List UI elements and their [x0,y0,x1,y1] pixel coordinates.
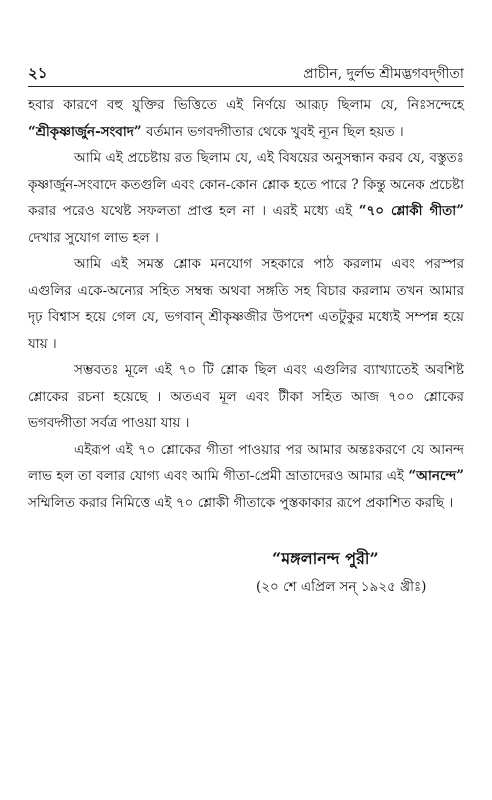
body-text [28,92,464,516]
paragraph-5-text-b: সম্মিলিত করার নিমিত্তে এই ৭০ শ্লোকী গীতাকে পুস্তকাকার রূপে প্রকাশিত করছি । [28,494,454,511]
header-rule [28,86,464,87]
quoted-word-anande: “আনন্দে” [408,468,464,484]
paragraph-2 [28,145,464,251]
paragraph-5-text-a: এইরূপ এই ৭০ শ্লোকের গীতা পাওয়ার পর আমার অন্তঃকরণে যে আনন্দ লাভ হল তা বলার যোগ্য এবং আমি গীতা-প্রেমী ভ্রাতাদেরও আমার এই [28,441,464,484]
quoted-title-70-shloki-gita: “৭০ শ্লোকী গীতা” [358,203,464,219]
page-header [28,62,464,86]
signature-date: (২০ শে এপ্রিল সন্ ১৯২৫ খ্রীঃ) [256,579,427,595]
paragraph-4: সম্ভবতঃ মূলে এই ৭০ টি শ্লোক ছিল এবং এগুলির ব্যাখ্যাতেই অবশিষ্ট শ্লোকের রচনা হয়েছে । অতএব মূল এবং টীকা সহিত আজ ৭০০ শ্লোকের ভগবদ্গীতা সর্বত্র পাওয়া যায় । [28,362,464,431]
paragraph-1-text-a: হবার কারণে বহু যুক্তির ভিত্তিতে এই নির্ণয়ে আরূঢ় ছিলাম যে, নিঃসন্দেহে [28,97,464,113]
paragraph-1-text-b: বর্তমান ভগবদ্গীতার থেকে খুবই ন্যূন ছিল হয়ত । [141,123,404,140]
paragraph-2-text-b: দেখার সুযোগ লাভ হল । [28,229,159,246]
paragraph-3: আমি এই সমস্ত শ্লোক মনযোগ সহকারে পাঠ করলাম এবং পরস্পর এগুলির একে-অন্যের সহিত সম্বন্ধ অথবা সঙ্গতি সহ বিচার করলাম তখন আমার দৃঢ় বিশ্বাস হয়ে গেল যে, ভগবান্ শ্রীকৃষ্ণজীর উপদেশ এতটুকুর মধ্যেই সম্পন্ন হয়ে যায় । [28,256,464,352]
paragraph-1 [28,92,464,145]
quoted-title-krishnarjuna-samvad: “শ্রীকৃষ্ণার্জুন-সংবাদ” [28,123,142,140]
paragraph-2-text-a: আমি এই প্রচেষ্টায় রত ছিলাম যে, এই বিষয়ের অনুসন্ধান করব যে, বস্তুতঃ কৃষ্ণার্জুন-সংবাদে কতগুলি এবং কোন-কোন শ্লোক হতে পারে ? কিন্তু অনেক প্রচেষ্টা করার পরেও যথেষ্ট সফলতা প্রাপ্ত হল না । এরই মধ্যে এই [28,150,464,219]
signature-name: “মঙ্গলানন্দ পুরী” [272,549,379,568]
paragraph-5 [28,437,464,517]
running-title: প্রাচীন, দুর্লভ শ্রীমদ্ভগবদ্‌গীতা [303,66,464,82]
page-number: ২১ [28,64,48,82]
